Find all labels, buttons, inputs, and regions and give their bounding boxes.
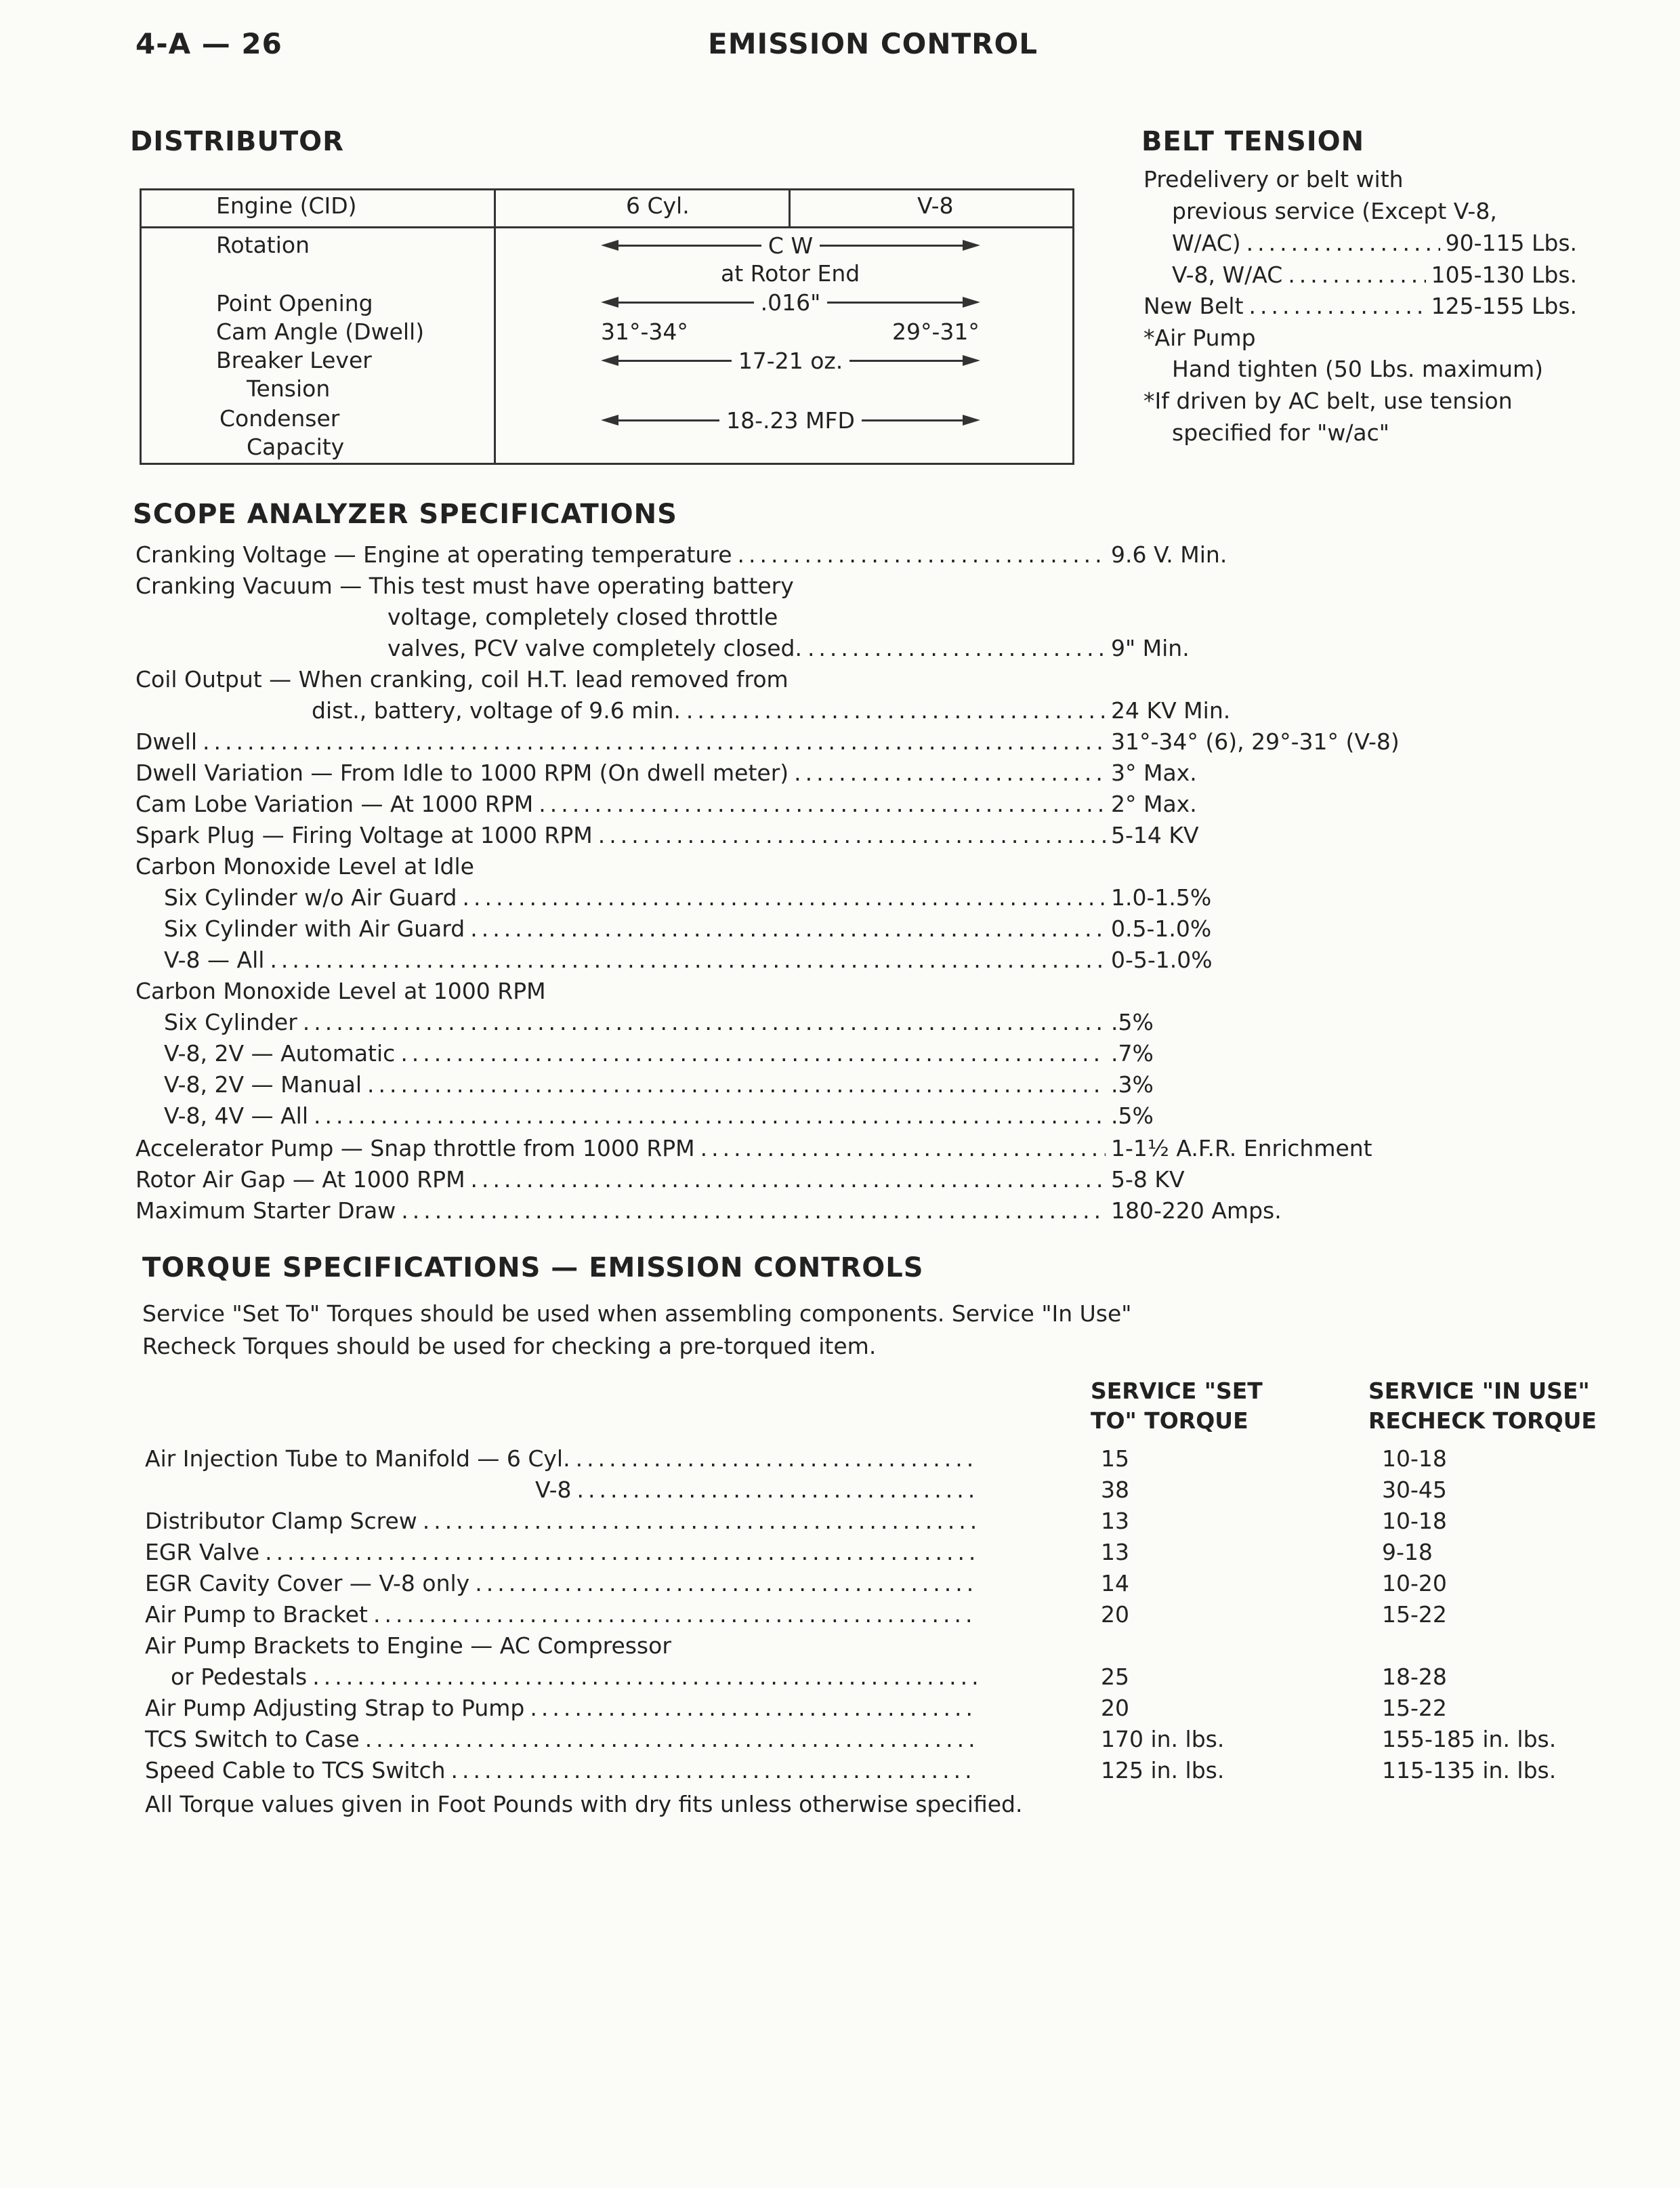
row-breaker-lever: Breaker Lever <box>216 347 372 373</box>
page-title: EMISSION CONTROL <box>708 27 1038 60</box>
torque-set-value: 38 <box>1101 1477 1129 1503</box>
scope-dwell: Dwell ..... 31°-34° (6), 29°-31° (V-8) <box>135 726 1409 758</box>
belt-new: New Belt ..... 125-155 Lbs. <box>1143 291 1577 322</box>
scope-co-idle: Carbon Monoxide Level at Idle <box>135 853 474 880</box>
torque-row <box>145 1755 982 1786</box>
cam-angle-6cyl: 31°-34° <box>601 318 688 345</box>
scope-heading: SCOPE ANALYZER SPECIFICATIONS <box>133 499 677 530</box>
scope-co-1000: Carbon Monoxide Level at 1000 RPM <box>135 978 546 1004</box>
belt-line2: previous service (Except V-8, <box>1172 198 1497 224</box>
scope-cam-lobe: Cam Lobe Variation — At 1000 RPM ..... 2° Max. <box>135 789 1409 820</box>
belt-ac-note: *If driven by AC belt, use tension <box>1143 388 1513 414</box>
torque-use-value: 9-18 <box>1382 1539 1433 1565</box>
row-rotation: Rotation <box>216 232 310 258</box>
torque-row-label: TCS Switch to Case <box>145 1726 360 1752</box>
belt-air-pump: *Air Pump <box>1143 325 1256 351</box>
torque-set-value: 25 <box>1101 1664 1129 1690</box>
torque-use-value: 30-45 <box>1382 1477 1447 1503</box>
scope-rotor-air-gap: Rotor Air Gap — At 1000 RPM ..... 5-8 KV <box>135 1164 1409 1195</box>
col-set-to-2: TO" TORQUE <box>1091 1407 1248 1434</box>
torque-intro-2: Recheck Torques should be used for checking a pre-torqued item. <box>142 1333 877 1359</box>
scope-cranking-voltage: Cranking Voltage — Engine at operating temperature ..... 9.6 V. Min. <box>135 539 1409 571</box>
torque-row <box>145 1630 671 1661</box>
scope-coil-1: Coil Output — When cranking, coil H.T. lead removed from <box>135 666 789 693</box>
row-point-opening: Point Opening <box>216 290 373 316</box>
col-6cyl: 6 Cyl. <box>626 192 690 219</box>
torque-set-value: 15 <box>1101 1445 1129 1472</box>
torque-row-label: Distributor Clamp Screw <box>145 1508 417 1534</box>
torque-set-value: 13 <box>1101 1539 1129 1565</box>
torque-row-label: EGR Valve <box>145 1539 260 1565</box>
torque-set-value: 170 in. lbs. <box>1101 1726 1225 1752</box>
torque-row-label: Air Pump to Bracket <box>145 1601 368 1628</box>
row-cam-angle: Cam Angle (Dwell) <box>216 318 425 345</box>
torque-row <box>145 1693 982 1724</box>
belt-wac: W/AC) ..... 90-115 Lbs. <box>1172 228 1577 259</box>
scope-cranking-vacuum: valves, PCV valve completely closed. ..... 9" Min. <box>387 633 1409 664</box>
torque-row <box>145 1443 982 1474</box>
torque-heading: TORQUE SPECIFICATIONS — EMISSION CONTROLS <box>142 1252 924 1283</box>
torque-set-value: 20 <box>1101 1601 1129 1628</box>
belt-ac-note-2: specified for "w/ac" <box>1172 419 1389 446</box>
torque-use-value: 15-22 <box>1382 1601 1447 1628</box>
belt-tension-heading: BELT TENSION <box>1141 126 1365 157</box>
scope-six-cyl: Six Cylinder ..... .5% <box>164 1007 1409 1038</box>
scope-spark-plug: Spark Plug — Firing Voltage at 1000 RPM ..... 5-14 KV <box>135 820 1409 851</box>
torque-row-label: V-8 <box>535 1477 572 1503</box>
row-condenser-2: Capacity <box>247 434 345 460</box>
col-in-use-1: SERVICE "IN USE" <box>1368 1378 1590 1404</box>
scope-v8-2v-manual: V-8, 2V — Manual ..... .3% <box>164 1069 1409 1100</box>
distributor-heading: DISTRIBUTOR <box>130 126 344 157</box>
torque-row <box>145 1599 982 1630</box>
scope-cranking-vacuum-2: voltage, completely closed throttle <box>387 604 778 630</box>
torque-use-value: 10-20 <box>1382 1570 1447 1596</box>
scope-six-with-air: Six Cylinder with Air Guard ..... 0.5-1.0% <box>164 913 1409 945</box>
belt-line1: Predelivery or belt with <box>1143 166 1404 192</box>
cam-angle-v8: 29°-31° <box>892 318 980 345</box>
torque-footer: All Torque values given in Foot Pounds with dry fits unless otherwise specified. <box>145 1791 1023 1817</box>
torque-row <box>145 1724 982 1755</box>
torque-set-value: 125 in. lbs. <box>1101 1757 1225 1783</box>
row-condenser: Condenser <box>219 405 340 432</box>
belt-hand-tighten: Hand tighten (50 Lbs. maximum) <box>1172 356 1544 382</box>
scope-dwell-variation: Dwell Variation — From Idle to 1000 RPM (On dwell meter) ..... 3° Max. <box>135 758 1409 789</box>
point-opening-value: .016" <box>601 287 980 318</box>
torque-use-value: 15-22 <box>1382 1695 1447 1721</box>
condenser-value: 18-.23 MFD <box>601 405 980 436</box>
torque-row-label: or Pedestals <box>171 1664 308 1690</box>
scope-cranking-vacuum-1: Cranking Vacuum — This test must have operating battery <box>135 573 794 599</box>
torque-row <box>535 1474 982 1506</box>
torque-row-label: EGR Cavity Cover — V-8 only <box>145 1570 470 1596</box>
page-number: 4-A — 26 <box>135 27 282 60</box>
breaker-lever-value: 17-21 oz. <box>601 345 980 376</box>
torque-use-value: 155-185 in. lbs. <box>1382 1726 1557 1752</box>
scope-v8-all: V-8 — All ..... 0-5-1.0% <box>164 945 1409 976</box>
col-engine: Engine (CID) <box>216 192 357 219</box>
belt-v8-wac: V-8, W/AC ..... 105-130 Lbs. <box>1172 260 1577 291</box>
torque-use-value: 10-18 <box>1382 1508 1447 1534</box>
col-v8: V-8 <box>917 192 954 219</box>
scope-six-wo-air: Six Cylinder w/o Air Guard ..... 1.0-1.5% <box>164 882 1409 913</box>
torque-row-label: Air Pump Adjusting Strap to Pump <box>145 1695 525 1721</box>
rotation-value: C W <box>601 230 980 261</box>
torque-set-value: 14 <box>1101 1570 1129 1596</box>
torque-row <box>145 1568 982 1599</box>
col-in-use-2: RECHECK TORQUE <box>1368 1407 1597 1434</box>
scope-v8-2v-auto: V-8, 2V — Automatic ..... .7% <box>164 1038 1409 1069</box>
row-breaker-lever-2: Tension <box>247 375 331 402</box>
torque-row <box>171 1661 982 1693</box>
scope-accelerator-pump: Accelerator Pump — Snap throttle from 1000 RPM ..... 1-1½ A.F.R. Enrichment <box>135 1133 1409 1164</box>
torque-set-value: 13 <box>1101 1508 1129 1534</box>
col-set-to-1: SERVICE "SET <box>1091 1378 1263 1404</box>
torque-use-value: 10-18 <box>1382 1445 1447 1472</box>
torque-row-label: Air Pump Brackets to Engine — AC Compressor <box>145 1632 671 1659</box>
scope-coil-output: dist., battery, voltage of 9.6 min. ..... 24 KV Min. <box>312 695 1409 726</box>
torque-set-value: 20 <box>1101 1695 1129 1721</box>
torque-row-label: Air Injection Tube to Manifold — 6 Cyl. <box>145 1445 570 1472</box>
torque-row-label: Speed Cable to TCS Switch <box>145 1757 446 1783</box>
distributor-table <box>140 188 1074 465</box>
torque-use-value: 115-135 in. lbs. <box>1382 1757 1557 1783</box>
scope-starter-draw: Maximum Starter Draw ..... 180-220 Amps. <box>135 1195 1409 1226</box>
scope-v8-4v: V-8, 4V — All ..... .5% <box>164 1100 1409 1132</box>
rotation-note: at Rotor End <box>721 260 860 287</box>
torque-row <box>145 1537 982 1568</box>
torque-use-value: 18-28 <box>1382 1664 1447 1690</box>
torque-intro-1: Service "Set To" Torques should be used when assembling components. Service "In Use" <box>142 1300 1132 1327</box>
torque-row <box>145 1506 982 1537</box>
